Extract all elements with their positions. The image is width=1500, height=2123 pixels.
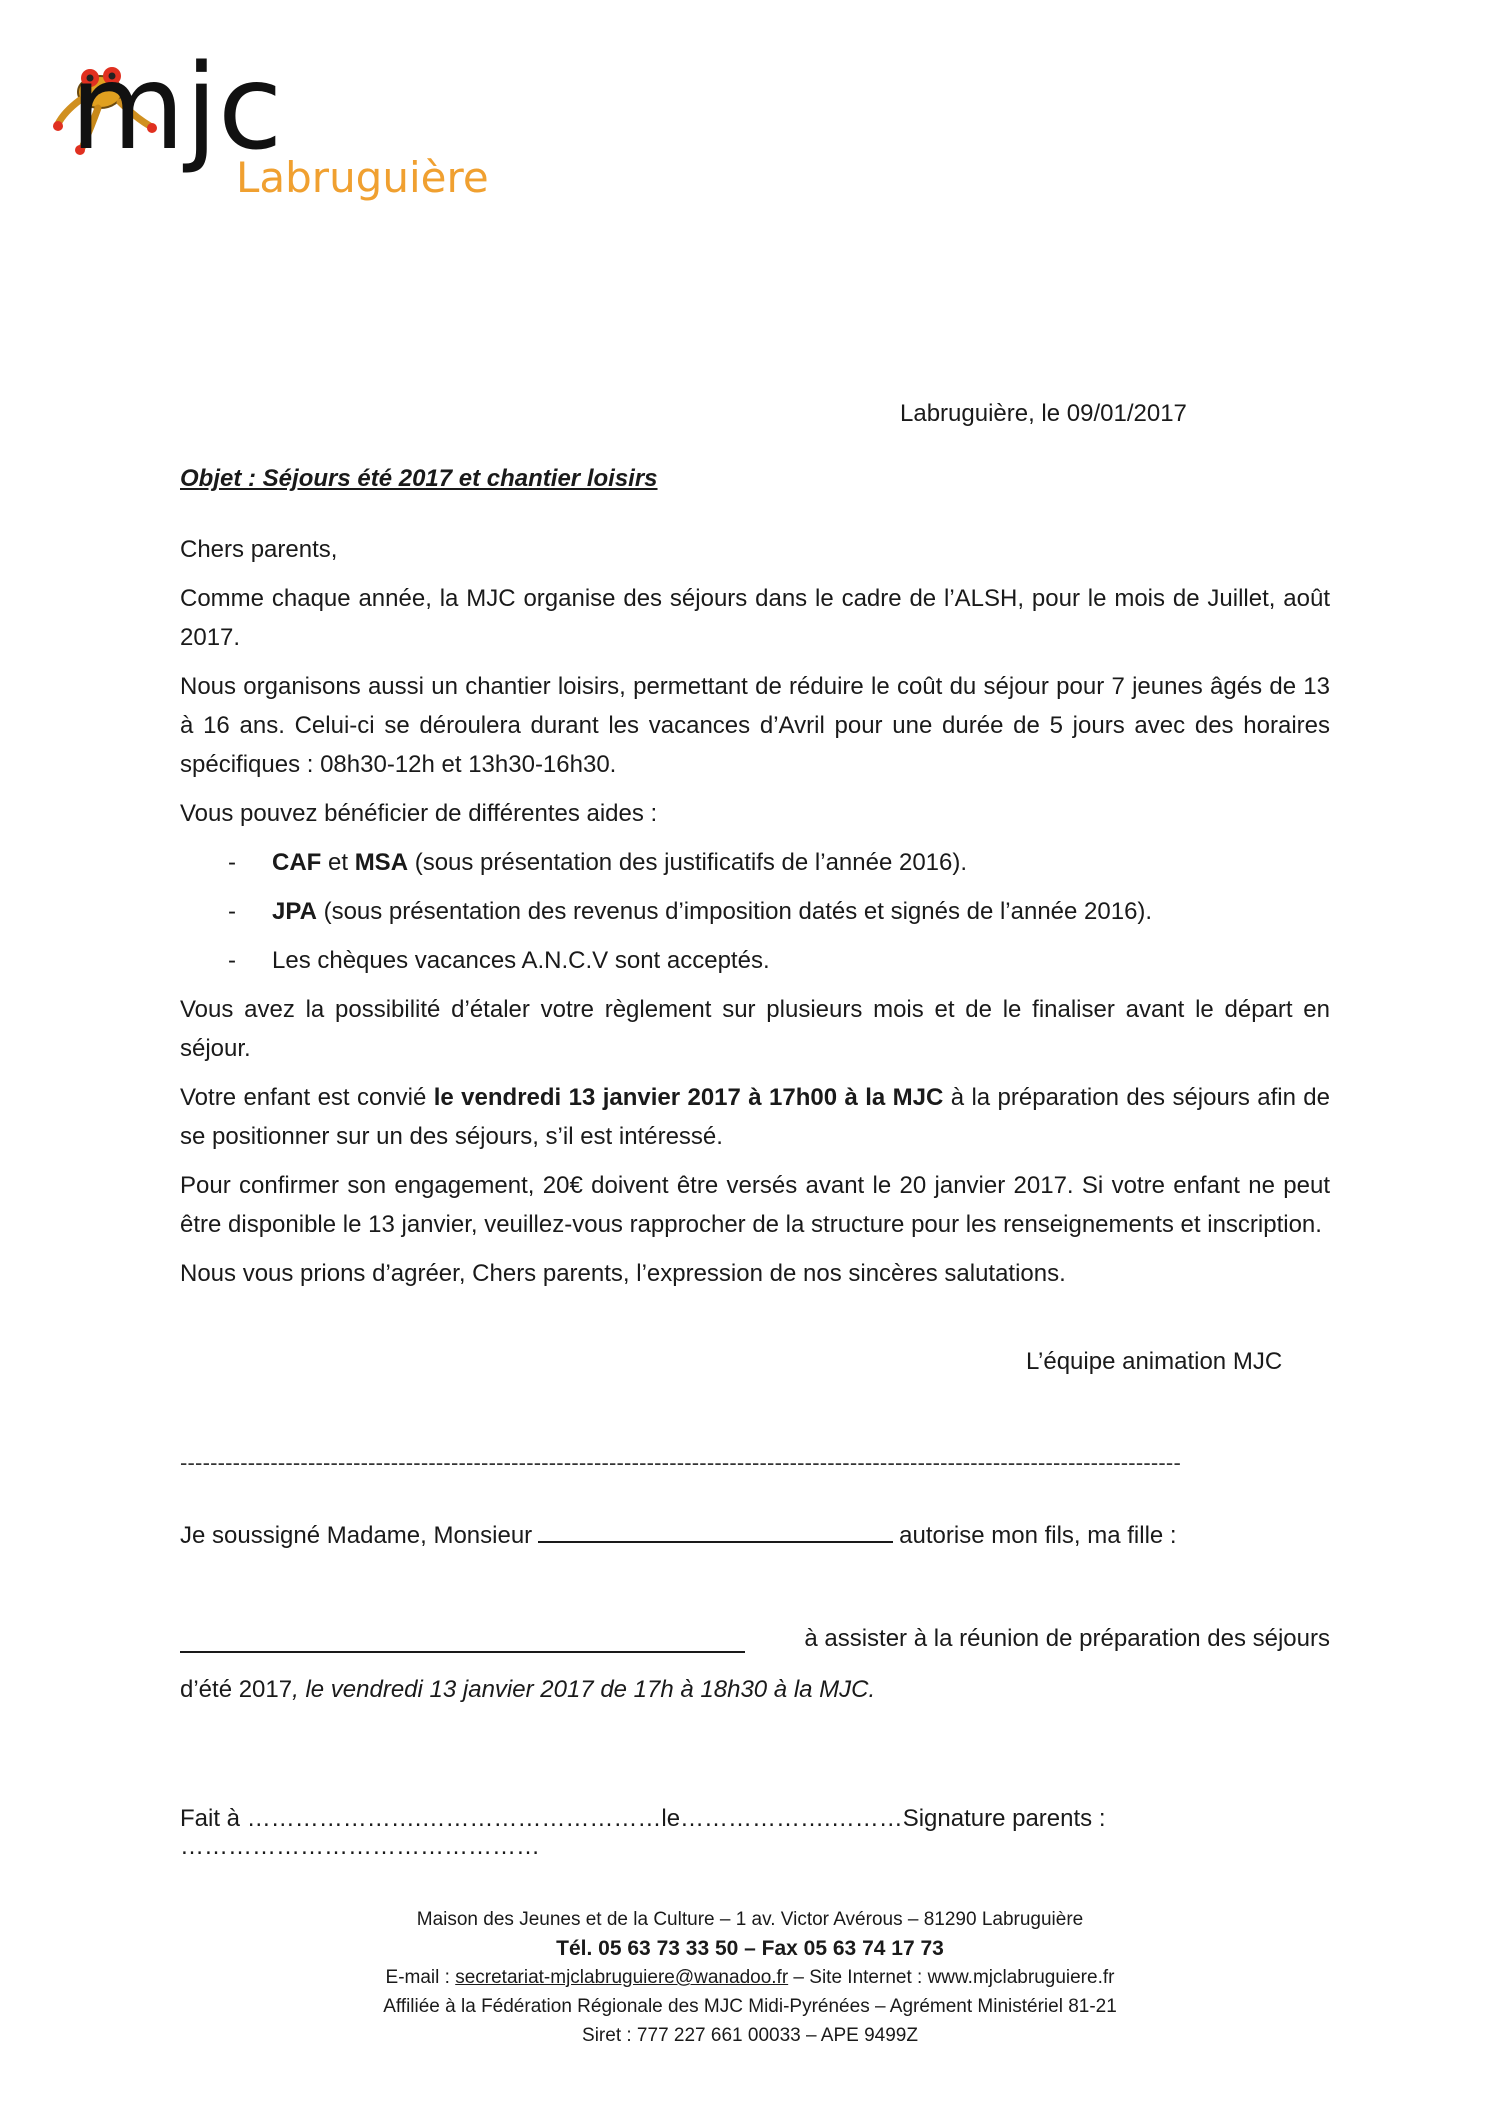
signature: L’équipe animation MJC [1026,1348,1283,1375]
footer [0,1905,1500,2050]
email-link[interactable]: secretariat-mjclabruguiere@wanadoo.fr [455,1967,789,1988]
aids-intro: Vous pouvez bénéficier de différentes aides : [180,800,658,827]
logo-town: Labruguière [236,153,489,202]
form-line-1: Je soussigné Madame, Monsieur autorise mon fils, ma fille : [180,1515,1330,1550]
paragraph-2: Nous organisons aussi un chantier loisirs, permettant de réduire le coût du séjour pour 7 jeunes âgés de 13 à 16 ans. Celui-ci se déroulera durant les vacances d’Avril pour une durée de 5 jours avec des horaires spécifiques : 08h30-12h et 13h30-16h30. [180,673,1330,778]
footer-contact: E-mail : secretariat-mjclabruguiere@wanadoo.fr – Site Internet : www.mjclabruguiere.fr [385,1967,1115,1988]
bullet-dash: - [228,947,236,974]
aids-list [180,843,1330,980]
letter-date: Labruguière, le 09/01/2017 [900,400,1187,427]
form-line-3: d’été 2017, le vendredi 13 janvier 2017 de 17h à 18h30 à la MJC. [180,1676,876,1703]
bullet-dash: - [228,849,236,876]
aid-msa: MSA [354,849,409,876]
bullet-dash: - [228,898,236,925]
aid-caf: CAF [272,849,322,876]
aid-jpa: JPA [272,898,317,925]
cut-line-separator: ------------------------------------------------------------------------------------------------------------------------------------- [180,1450,1181,1475]
child-name-field[interactable] [180,1625,745,1653]
letter-body [180,530,1330,1303]
list-item: - Les chèques vacances A.N.C.V sont acceptés. [180,941,1330,980]
footer-affiliation: Affiliée à la Fédération Régionale des MJC Midi-Pyrénées – Agrément Ministériel 81-21 [383,1996,1117,2017]
letter-subject: Objet : Séjours été 2017 et chantier loisirs [180,465,658,492]
closing: Nous vous prions d’agréer, Chers parents, l’expression de nos sincères salutations. [180,1260,1066,1287]
paragraph-4: Votre enfant est convié le vendredi 13 janvier 2017 à 17h00 à la MJC à la préparation des séjours afin de se positionner sur un des séjours, s’il est intéressé. [180,1084,1331,1150]
logo-wordmark: mjc [70,38,283,176]
paragraph-5: Pour confirmer son engagement, 20€ doivent être versés avant le 20 janvier 2017. Si votre enfant ne peut être disponible le 13 janvier, veuillez-vous rapprocher de la structure pour les renseignements et inscription. [180,1172,1330,1238]
parent-name-field[interactable] [538,1515,893,1543]
list-item: - CAF et MSA (sous présentation des justificatifs de l’année 2016). [180,843,1330,882]
form-line-2: à assister à la réunion de préparation des séjours [180,1625,1330,1653]
mjc-logo [50,30,490,230]
paragraph-1: Comme chaque année, la MJC organise des séjours dans le cadre de l’ALSH, pour le mois de Juillet, août 2017. [180,585,1330,651]
form-signature-line[interactable]: Fait à ………………….…………………………le……………….………Signature parents : ……………………………………… [180,1805,1106,1860]
footer-address: Maison des Jeunes et de la Culture – 1 av. Victor Avérous – 81290 Labruguière [416,1909,1084,1930]
footer-phone: Tél. 05 63 73 33 50 – Fax 05 63 74 17 73 [556,1937,944,1960]
list-item: - JPA (sous présentation des revenus d’imposition datés et signés de l’année 2016). [180,892,1330,931]
paragraph-3: Vous avez la possibilité d’étaler votre règlement sur plusieurs mois et de le finaliser avant le départ en séjour. [180,996,1330,1062]
footer-siret: Siret : 777 227 661 00033 – APE 9499Z [582,2025,918,2046]
frog-logo-icon [50,30,490,230]
salutation: Chers parents, [180,536,338,563]
